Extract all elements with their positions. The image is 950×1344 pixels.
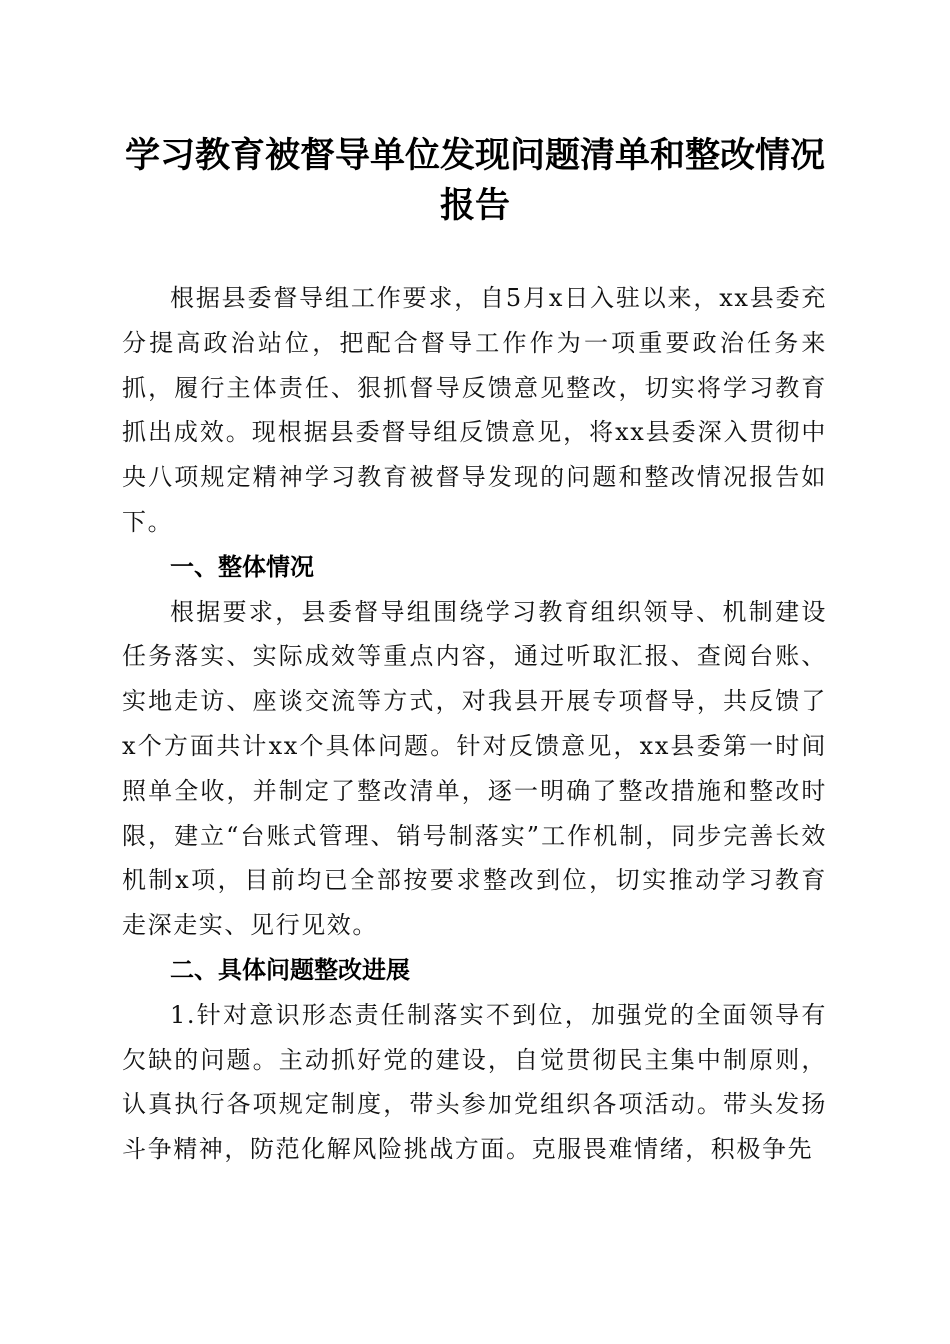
intro-paragraph: 根据县委督导组工作要求，自5月x日入驻以来，xx县委充分提高政治站位，把配合督导工作作为一项重要政治任务来抓，履行主体责任、狠抓督导反馈意见整改，切实将学习教育抓出成效。现根据县委督导组反馈意见，将xx县委深入贯彻中央八项规定精神学习教育被督导发现的问题和整改情况报告如下。: [122, 284, 827, 536]
section-1-heading: 一、整体情况: [170, 552, 314, 581]
document-title: [100, 131, 850, 231]
section-2-item-1-paragraph: 1.针对意识形态责任制落实不到位，加强党的全面领导有欠缺的问题。主动抓好党的建设，自觉贯彻民主集中制原则，认真执行各项规定制度，带头参加党组织各项活动。带头发扬斗争精神，防范化解风险挑战方面。克服畏难情绪，积极争先: [122, 1000, 827, 1164]
document-body: [122, 276, 827, 1172]
title-line-2: 报告: [439, 185, 510, 226]
section-2-heading: 二、具体问题整改进展: [170, 955, 410, 984]
title-line-1: 学习教育被督导单位发现问题清单和整改情况: [124, 135, 825, 176]
section-1-paragraph: 根据要求，县委督导组围绕学习教育组织领导、机制建设任务落实、实际成效等重点内容，通过听取汇报、查阅台账、实地走访、座谈交流等方式，对我县开展专项督导，共反馈了x个方面共计xx个具体问题。针对反馈意见，xx县委第一时间照单全收，并制定了整改清单，逐一明确了整改措施和整改时限，建立“台账式管理、销号制落实”工作机制，同步完善长效机制x项，目前均已全部按要求整改到位，切实推动学习教育走深走实、见行见效。: [122, 597, 827, 940]
